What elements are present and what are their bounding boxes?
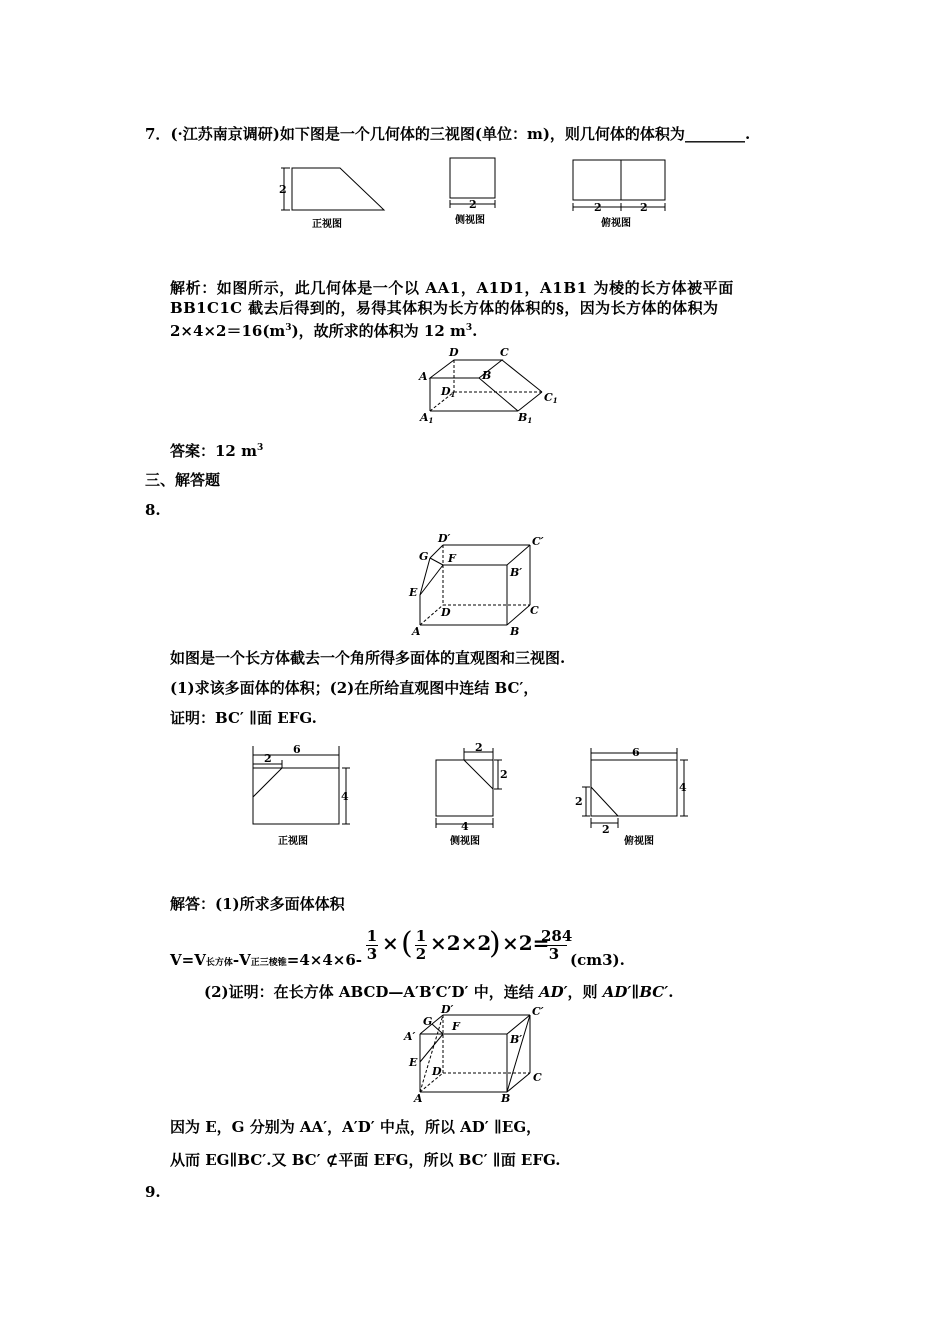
- q8-label-B: B: [510, 625, 520, 638]
- q7-label-D1: D1: [441, 385, 456, 399]
- q8-frac-one-third: $\frac{1}{3}$: [366, 927, 378, 963]
- q7-analysis-3: $2\times 4\times 2=16(m^3)$，故所求的体积为 12 $m^3$.: [170, 322, 478, 340]
- q8-front-dim2: 2: [264, 752, 272, 765]
- q8b-label-F: F: [452, 1020, 460, 1033]
- q8-top-dim2a: 2: [575, 795, 583, 808]
- q8-label-C: C: [530, 604, 539, 617]
- q7-stem: 如下图是一个几何体的三视图(单位：m)，则几何体的体积为: [279, 125, 685, 143]
- q8b-label-A: A: [414, 1092, 423, 1105]
- q8-label-G: G: [419, 550, 429, 563]
- q8-side-dim2b: 2: [500, 768, 508, 781]
- q7-analysis-2: BB1C1C 截去后得到的，易得其体积为长方体的体积的§，因为长方体的体积为: [170, 299, 719, 317]
- q8-side-dim2a: 2: [475, 741, 483, 754]
- q7-side-caption: 侧视图: [455, 215, 485, 226]
- q7-top-w2: 2: [640, 201, 648, 214]
- q7-analysis-1: 解析：如图所示，此几何体是一个以 AA1，A1D1，A1B1 为棱的长方体被平面: [170, 279, 734, 297]
- q8b-label-Cp: C′: [532, 1005, 544, 1018]
- q8-label-Dp: D′: [438, 532, 451, 545]
- q8-label-Cp: C′: [532, 535, 544, 548]
- q8-top-dim6: 6: [632, 746, 640, 759]
- q8-label-F: F: [448, 552, 456, 565]
- q8-times1: ×: [382, 931, 399, 955]
- q8b-label-B: B: [501, 1092, 511, 1105]
- q8-line2: (1)求该多面体的体积；(2)在所给直观图中连结 BC′，: [170, 679, 539, 697]
- q7-label-B: B: [482, 369, 492, 382]
- q7-label-A: A: [419, 370, 428, 383]
- q8-volume-formula: V=V长方体-V正三棱锥=4×4×6-: [170, 951, 363, 969]
- q7-line: 7．(·江苏南京调研)如下图是一个几何体的三视图(单位：m)，则几何体的体积为________.: [145, 125, 751, 143]
- q8-side-dim4: 4: [461, 820, 469, 833]
- q8-mid: ×2×2: [430, 931, 492, 955]
- q8-top-dim2b: 2: [602, 823, 610, 836]
- q8-frac-result: $\frac{284}{3}$: [541, 927, 573, 963]
- q7-front-caption: 正视图: [312, 219, 342, 230]
- q8b-label-D: D: [432, 1065, 442, 1078]
- q8-front-dim6: 6: [293, 743, 301, 756]
- q8b-label-Dp: D′: [441, 1003, 454, 1016]
- q8-lparen: (: [401, 926, 413, 961]
- section-three-title: 三、解答题: [145, 471, 221, 489]
- q8-label-A: A: [412, 625, 421, 638]
- q8b-label-E: E: [409, 1056, 418, 1069]
- q8-unit: (cm3).: [570, 951, 625, 969]
- q8-label-D: D: [441, 606, 451, 619]
- q8-line3: 证明：BC′ ∥面 EFG.: [170, 709, 317, 727]
- q8b-label-Bp: B′: [510, 1033, 523, 1046]
- q8-label-E: E: [409, 586, 418, 599]
- q9-number: 9.: [145, 1183, 161, 1201]
- q8-top-caption: 俯视图: [624, 836, 654, 847]
- q7-top-w1: 2: [594, 201, 602, 214]
- q8-number: 8.: [145, 501, 161, 519]
- q7-blank: ________: [684, 125, 745, 143]
- q8-side-caption: 侧视图: [450, 836, 480, 847]
- q8b-label-Ap: A′: [404, 1030, 416, 1043]
- q7-front-h: 2: [279, 183, 287, 196]
- q7-source: (·江苏南京调研): [170, 125, 280, 143]
- q8b-label-C: C: [533, 1071, 542, 1084]
- q8-frac-one-half: $\frac{1}{2}$: [415, 927, 427, 963]
- q7-label-B1: B1: [518, 411, 533, 425]
- q8-line1: 如图是一个长方体截去一个角所得多面体的直观图和三视图.: [170, 649, 566, 667]
- q7-label-A1: A1: [420, 411, 434, 425]
- q7-label-D: D: [449, 346, 459, 359]
- q8-rparen: ): [489, 926, 501, 961]
- q8-label-Bp: B′: [510, 566, 523, 579]
- q7-label-C1: C1: [544, 391, 558, 405]
- q8-front-dim4: 4: [341, 790, 349, 803]
- q7-top-caption: 俯视图: [601, 218, 631, 229]
- q7-answer: 答案：12 $m^3$: [170, 442, 264, 460]
- q8-hence-line: 从而 EG∥BC′.又 BC′ ⊄平面 EFG，所以 BC′ ∥面 EFG.: [170, 1151, 561, 1169]
- q8-front-caption: 正视图: [278, 836, 308, 847]
- q8-proof-line: (2)证明：在长方体 ABCD—A′B′C′D′ 中，连结 AD′，则 AD′∥BC′.: [204, 983, 674, 1001]
- q8-top-dim4: 4: [679, 781, 687, 794]
- q8-times2: ×2=: [502, 931, 550, 955]
- q8-because-line: 因为 E，G 分别为 AA′，A′D′ 中点，所以 AD′ ∥EG，: [170, 1118, 542, 1136]
- q7-label-C: C: [500, 346, 509, 359]
- q7-number: 7．: [145, 125, 171, 143]
- q7-side-w: 2: [469, 198, 477, 211]
- q8b-label-G: G: [423, 1015, 433, 1028]
- q8-solution-head: 解答：(1)所求多面体体积: [170, 895, 345, 913]
